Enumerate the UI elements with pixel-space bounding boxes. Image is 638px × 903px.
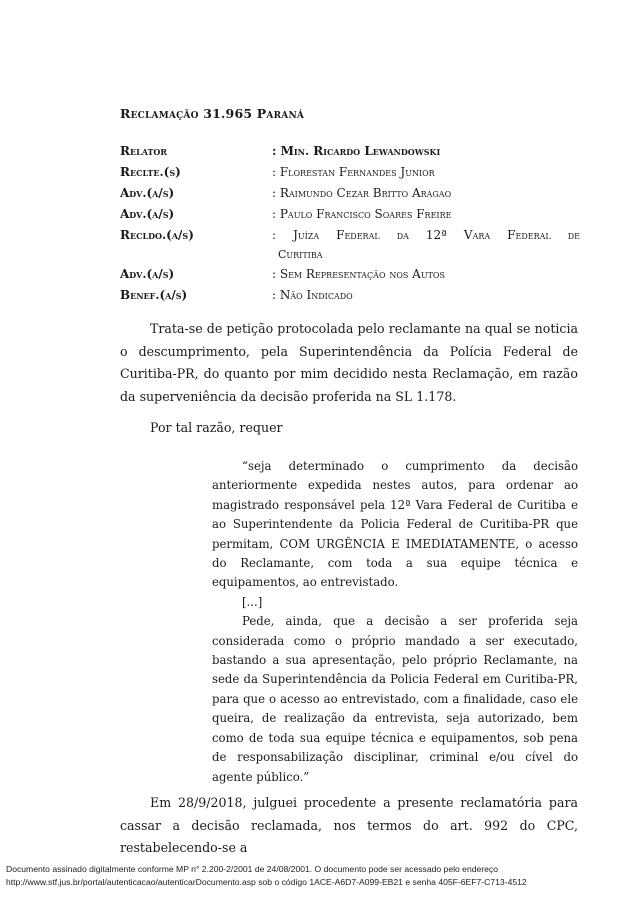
footer-line-2: http://www.stf.jus.br/portal/autenticacao/autenticarDocumento.asp sob o código 1ACE-A6D7-A099-EB21 e senha 405F-6EF7-C713-4512 <box>6 877 527 887</box>
party-label: Recldo.(a/s) <box>120 228 194 242</box>
party-value: : Juíza Federal da 12ª Vara Federal de <box>272 228 580 242</box>
party-value: : Paulo Francisco Soares Freire <box>272 207 452 221</box>
quote-paragraph-1: “seja determinado o cumprimento da decisão anteriormente expedida nestes autos, para ordenar ao magistrado responsável pela 12ª Vara Federal de Curitiba e ao Superintendente da Policia Federal de Curitiba-PR que permitam, COM URGÊNCIA E IMEDIATAMENTE, o acesso do Reclamante, com toda a sua equipe técnica e equipamentos, ao entrevistado. <box>212 459 578 590</box>
party-label: Benef.(a/s) <box>120 288 188 302</box>
party-label: Adv.(a/s) <box>120 267 175 281</box>
body-paragraph-1 <box>120 318 578 408</box>
paragraph-text: Em 28/9/2018, julguei procedente a presente reclamatória para cassar a decisão reclamada, nos termos do art. 992 do CPC, restabelecendo-se a <box>120 795 578 856</box>
party-value: : Não Indicado <box>272 288 353 302</box>
party-value: : Min. Ricardo Lewandowski <box>272 144 441 158</box>
quote-ellipsis: [...] <box>242 594 263 609</box>
party-value: : Florestan Fernandes Junior <box>272 165 435 179</box>
block-quote <box>212 457 578 787</box>
party-value: : Sem Representação nos Autos <box>272 267 445 281</box>
body-paragraph-2: Por tal razão, requer <box>150 420 283 435</box>
party-label: Adv.(a/s) <box>120 207 175 221</box>
party-label: Reclte.(s) <box>120 165 181 179</box>
party-value: : Raimundo Cezar Britto Aragao <box>272 186 452 200</box>
footer-line-1: Documento assinado digitalmente conforme MP n° 2.200-2/2001 de 24/08/2001. O documento pode ser acessado pelo endereço <box>6 864 499 874</box>
quote-paragraph-2: Pede, ainda, que a decisão a ser proferida seja considerada como o próprio mandado a ser executado, bastando a sua apresentação, pelo próprio Reclamante, na sede da Superintendência da Policia Federal em Curitiba-PR, para que o acesso ao entrevistado, com a finalidade, caso ele queira, de realização da entrevista, seja autorizado, bem como de toda sua equipe técnica e equipamentos, sob pena de responsabilização disciplinar, criminal e/ou cível do agente público.” <box>212 614 578 784</box>
party-label: Adv.(a/s) <box>120 186 175 200</box>
party-label: Relator <box>120 144 168 158</box>
body-paragraph-3 <box>120 792 578 860</box>
digital-signature-footer <box>6 863 527 889</box>
document-title: Reclamação 31.965 Paraná <box>120 106 305 121</box>
party-value-continued: Curitiba <box>278 248 323 261</box>
paragraph-text: Trata-se de petição protocolada pelo reclamante na qual se noticia o descumprimento, pela Superintendência da Polícia Federal de Curitiba-PR, do quanto por mim decidido nesta Reclamação, em razão da superveniência da decisão proferida na SL 1.178. <box>120 321 578 404</box>
